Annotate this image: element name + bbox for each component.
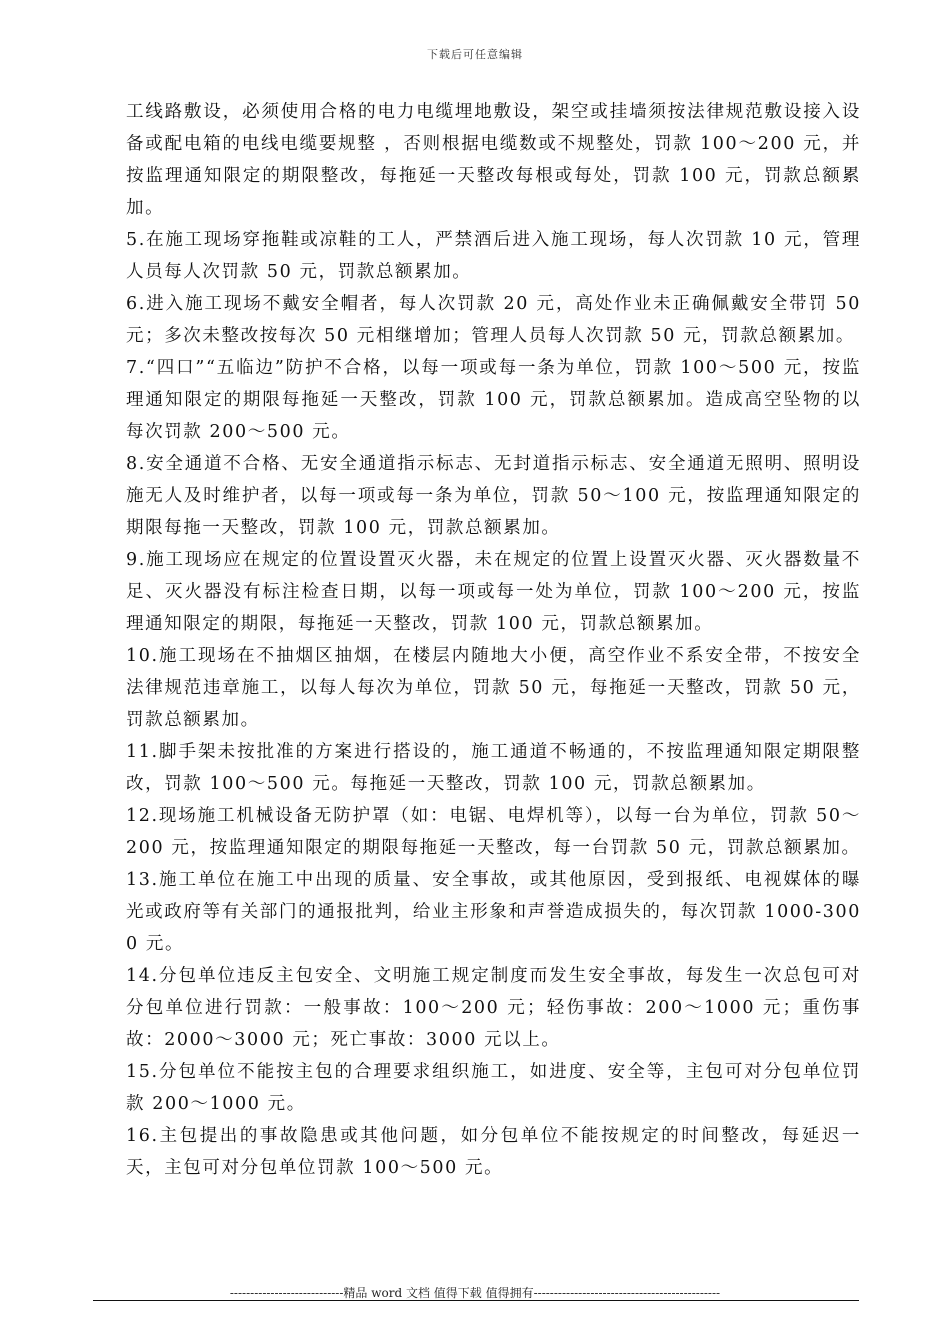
paragraph-item-14: 14.分包单位违反主包安全、文明施工规定制度而发生安全事故，每发生一次总包可对分包单位进行罚款：一般事故：100～200 元；轻伤事故：200～1000 元；重伤事故：2000～3000 元；死亡事故：3000 元以上。 — [126, 966, 861, 1050]
page-header: 下载后可任意编辑 — [427, 48, 523, 61]
paragraph-item-9: 9.施工现场应在规定的位置设置灭火器，未在规定的位置上设置灭火器、灭火器数量不足、灭火器没有标注检查日期，以每一项或每一处为单位，罚款 100～200 元，按监理通知限定的期限，每拖延一天整改，罚款 100 元，罚款总额累加。 — [126, 550, 861, 634]
paragraph-item-13: 13.施工单位在施工中出现的质量、安全事故，或其他原因，受到报纸、电视媒体的曝光或政府等有关部门的通报批判，给业主形象和声誉造成损失的，每次罚款 1000-3000 元。 — [126, 870, 861, 954]
footer-divider — [93, 1300, 859, 1301]
paragraph-item-8: 8.安全通道不合格、无安全通道指示标志、无封道指示标志、安全通道无照明、照明设施无人及时维护者，以每一项或每一条为单位，罚款 50～100 元，按监理通知限定的期限每拖一天整改，罚款 100 元，罚款总额累加。 — [126, 454, 861, 538]
paragraph-item-11: 11.脚手架未按批准的方案进行搭设的，施工通道不畅通的，不按监理通知限定期限整改，罚款 100～500 元。每拖延一天整改，罚款 100 元，罚款总额累加。 — [126, 742, 861, 794]
paragraph-item-12: 12.现场施工机械设备无防护罩（如：电锯、电焊机等），以每一台为单位，罚款 50～200 元，按监理通知限定的期限每拖延一天整改，每一台罚款 50 元，罚款总额累加。 — [126, 806, 861, 858]
document-body — [126, 96, 861, 1184]
paragraph-item-6: 6.进入施工现场不戴安全帽者，每人次罚款 20 元，高处作业未正确佩戴安全带罚 50 元；多次未整改按每次 50 元相继增加；管理人员每人次罚款 50 元，罚款总额累加。 — [126, 294, 861, 346]
paragraph-continuation: 工线路敷设，必须使用合格的电力电缆埋地敷设，架空或挂墙须按法律规范敷设接入设备或配电箱的电线电缆要规整 ，否则根据电缆数或不规整处，罚款 100～200 元，并按监理通知限定的期限整改，每拖延一天整改每根或每处，罚款 100 元，罚款总额累加。 — [126, 102, 861, 218]
paragraph-item-7: 7.“四口”“五临边”防护不合格，以每一项或每一条为单位，罚款 100～500 元，按监理通知限定的期限每拖延一天整改，罚款 100 元，罚款总额累加。造成高空坠物的以每次罚款 200～500 元。 — [126, 358, 861, 442]
page-footer: ----------------------------精品 word 文档 值得下载 值得拥有---------------------------------------------- — [229, 1286, 721, 1300]
paragraph-item-10: 10.施工现场在不抽烟区抽烟，在楼层内随地大小便，高空作业不系安全带，不按安全法律规范违章施工，以每人每次为单位，罚款 50 元，每拖延一天整改，罚款 50 元，罚款总额累加。 — [126, 646, 861, 730]
paragraph-item-5: 5.在施工现场穿拖鞋或凉鞋的工人，严禁酒后进入施工现场，每人次罚款 10 元，管理人员每人次罚款 50 元，罚款总额累加。 — [126, 230, 861, 282]
paragraph-item-16: 16.主包提出的事故隐患或其他问题，如分包单位不能按规定的时间整改，每延迟一天，主包可对分包单位罚款 100～500 元。 — [126, 1126, 861, 1178]
paragraph-item-15: 15.分包单位不能按主包的合理要求组织施工，如进度、安全等，主包可对分包单位罚款 200～1000 元。 — [126, 1062, 861, 1114]
